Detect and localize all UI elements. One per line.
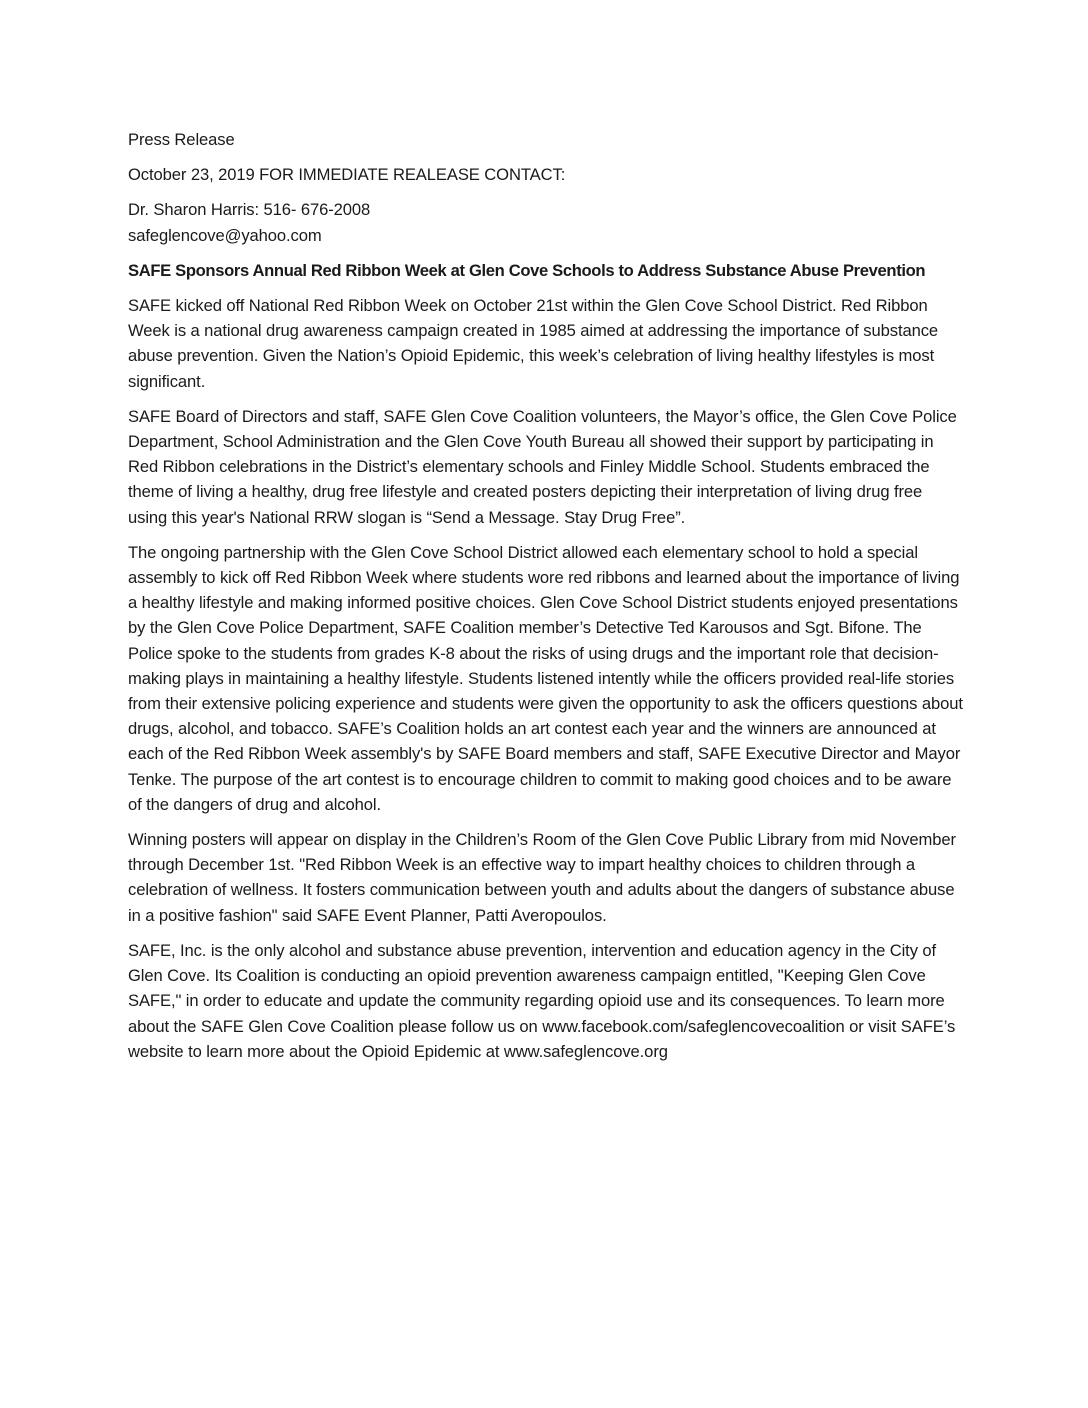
- paragraph-about-safe: SAFE, Inc. is the only alcohol and substance abuse prevention, intervention and education agency in the City of Glen Cove. Its Coalition is conducting an opioid prevention awareness campaign entitled, "Keeping Glen Cove SAFE," in order to educate and update the community regarding opioid use and its consequences. To learn more about the SAFE Glen Cove Coalition please follow us on www.facebook.com/safeglencovecoalition or visit SAFE’s website to learn more about the Opioid Epidemic at www.safeglencove.org: [128, 940, 956, 1061]
- release-date-line: October 23, 2019 FOR IMMEDIATE REALEASE CONTACT:: [128, 165, 566, 185]
- paragraph-assembly: The ongoing partnership with the Glen Cove School District allowed each elementary school to hold a special assembly to kick off Red Ribbon Week where students wore red ribbons and learned about the importance of living a healthy lifestyle and making informed positive choices. Glen Cove School District students enjoyed presentations by the Glen Cove Police Department, SAFE Coalition member’s Detective Ted Karousos and Sgt. Bifone. The Police spoke to the students from grades K-8 about the risks of using drugs and the important role that decision-making plays in maintaining a healthy lifestyle. Students listened intently while the officers provided real-life stories from their extensive policing experience and students were given the opportunity to ask the officers questions about drugs, alcohol, and tobacco. SAFE’s Coalition holds an art contest each year and the winners are announced at each of the Red Ribbon Week assembly's by SAFE Board members and staff, SAFE Executive Director and Mayor Tenke. The purpose of the art contest is to encourage children to commit to making good choices and to be aware of the dangers of drug and alcohol.: [128, 542, 963, 814]
- press-release-page: [128, 127, 964, 1074]
- contact-block: [128, 197, 964, 247]
- paragraph-participants: SAFE Board of Directors and staff, SAFE Glen Cove Coalition volunteers, the Mayor’s office, the Glen Cove Police Department, School Administration and the Glen Cove Youth Bureau all showed their support by participating in Red Ribbon celebrations in the District’s elementary schools and Finley Middle School. Students embraced the theme of living a healthy, drug free lifestyle and created posters depicting their interpretation of living drug free using this year's National RRW slogan is “Send a Message. Stay Drug Free”.: [128, 406, 957, 527]
- contact-email: safeglencove@yahoo.com: [128, 225, 322, 245]
- headline: SAFE Sponsors Annual Red Ribbon Week at Glen Cove Schools to Address Substance Abuse Prevention: [128, 260, 926, 280]
- paragraph-posters: Winning posters will appear on display in the Children’s Room of the Glen Cove Public Library from mid November through December 1st. "Red Ribbon Week is an effective way to impart healthy choices to children through a celebration of wellness. It fosters communication between youth and adults about the dangers of substance abuse in a positive fashion" said SAFE Event Planner, Patti Averopoulos.: [128, 830, 956, 925]
- paragraph-intro: SAFE kicked off National Red Ribbon Week on October 21st within the Glen Cove School District. Red Ribbon Week is a national drug awareness campaign created in 1985 aimed at addressing the importance of substance abuse prevention. Given the Nation’s Opioid Epidemic, this week’s celebration of living healthy lifestyles is most significant.: [128, 296, 939, 391]
- contact-name-phone: Dr. Sharon Harris: 516- 676-2008: [128, 200, 371, 220]
- document-label: Press Release: [128, 130, 235, 149]
